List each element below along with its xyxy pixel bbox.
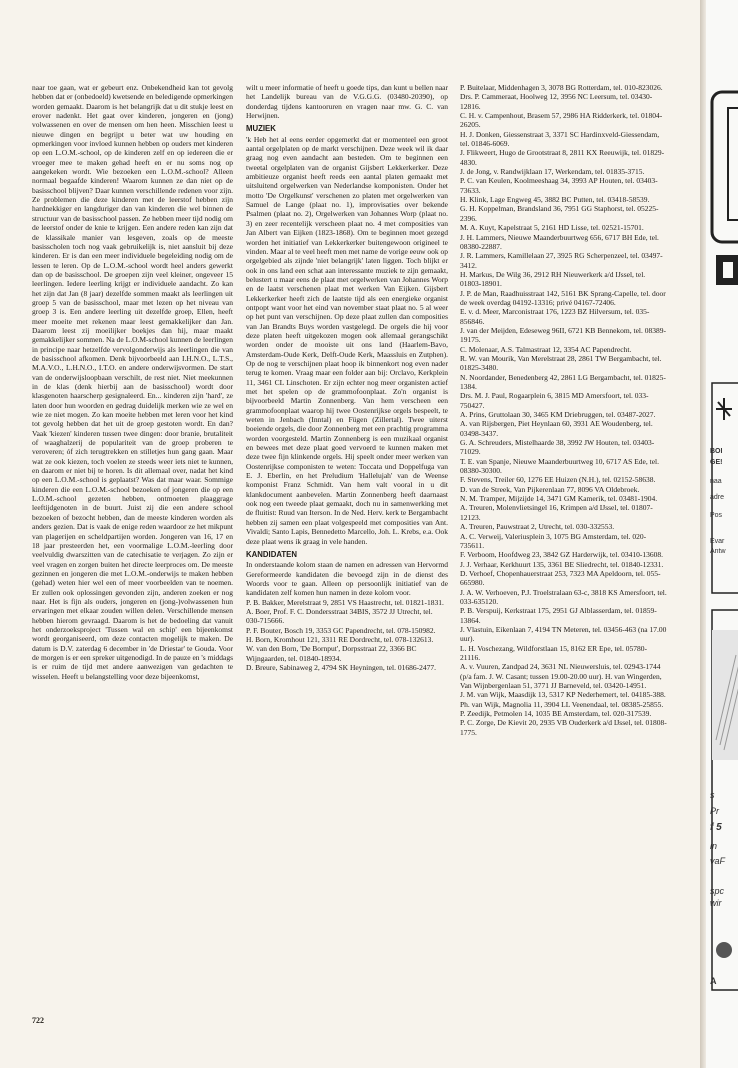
- ad-word: s: [710, 790, 715, 800]
- article-column-2: [246, 83, 448, 672]
- ad-word: GE!: [710, 459, 723, 466]
- candidate-entry: N. Noordander, Benedenberg 42, 2861 LG Bergambacht, tel. 01825-1384.: [460, 372, 666, 391]
- ad-logo-mid: [716, 255, 738, 285]
- candidate-entry: A. Treuren, Molenvlietsingel 16, Krimpen a/d IJssel, tel. 01807-12123.: [460, 503, 653, 522]
- article-intro: wilt u meer informatie of heeft u goede tips, dan kunt u bellen naar het Landelijk bureau van de V.G.G.G. (03480-20390), op donderdag tijdens kantooruren en vragen naar mw. G. C. van Herwijnen.: [246, 83, 448, 121]
- candidate-entry: H. Markus, De Wilg 36, 2912 RH Nieuwerkerk a/d IJssel, tel. 01803-18901.: [460, 269, 646, 289]
- candidate-entry: J. A. W. Verhoeven, P.J. Troelstralaan 63-c, 3818 KS Amersfoort, tel. 033-635120.: [460, 587, 667, 606]
- candidate-entry: J. R. Lammers, Kamillelaan 27, 3925 RG Scherpenzeel, tel. 03497-3412.: [460, 251, 663, 270]
- ad-word: A: [710, 976, 717, 986]
- ad-word: f 5: [710, 822, 722, 833]
- candidate-entry: F. Stevens, Treiler 60, 1276 EE Huizen (N.H.), tel. 02152-58638.: [460, 475, 656, 485]
- page-number: 722: [32, 1016, 44, 1025]
- ad-word: BOI: [710, 448, 723, 455]
- ad-word: Antw: [710, 548, 726, 555]
- section-heading-kandidaten: KANDIDATEN: [246, 549, 297, 559]
- candidate-entry: P. B. Bakker, Merelstraat 9, 2851 VS Haastrecht, tel. 01821-1831.: [246, 597, 444, 607]
- candidate-list: [246, 598, 448, 673]
- candidate-entry: J. J. Verhaar, Kerkhuurt 135, 3361 BE Sliedrecht, tel. 01840-12331.: [460, 559, 664, 569]
- adjacent-page-ads: [706, 0, 738, 1068]
- candidate-entry: P. Buitelaar, Middenhagen 3, 3078 BG Rotterdam, tel. 010-823026.: [460, 83, 663, 92]
- candidate-entry: N. M. Tramper, Mijzijde 14, 3471 GM Kamerik, tel. 03481-1904.: [460, 494, 658, 504]
- candidate-entry: A. C. Verweij, Valeriusplein 3, 1075 BG Amsterdam, tel. 020-735611.: [460, 531, 647, 550]
- candidate-entry: H. J. Donken, Giessenstraat 3, 3371 SC Hardinxveld-Giessendam, tel. 01846-6069.: [460, 129, 660, 149]
- candidate-column: [460, 83, 667, 737]
- ad-word: Pos: [710, 512, 723, 519]
- candidate-entry: F. Verboom, Hoofdweg 23, 3842 GZ Harderwijk, tel. 03410-13608.: [460, 550, 663, 560]
- candidate-entry: J. de Jong, v. Randwijklaan 17, Werkendam, tel. 01835-3715.: [460, 167, 645, 177]
- candidate-entry: W. van den Born, 'De Bornput', Dorpsstraat 22, 3366 BC Wijngaarden, tel. 01840-18934.: [246, 644, 417, 663]
- ad-word: Evar: [710, 538, 725, 545]
- candidate-entry: P. F. Bouter, Bosch 19, 3353 GC Papendrecht, tel. 078-150982.: [246, 625, 436, 635]
- ad-word: vaF: [710, 856, 726, 866]
- candidate-entry: J. M. van Wijk, Maasdijk 13, 5317 KP Nederhemert, tel. 04185-388.: [460, 690, 666, 700]
- candidate-entry: A. Prins, Gruttolaan 30, 3465 KM Driebruggen, tel. 03487-2027.: [460, 410, 656, 420]
- ad-word: in: [710, 841, 718, 851]
- ad-word: wir: [710, 898, 722, 908]
- candidate-entry: A. Treuren, Pauwstraat 2, Utrecht, tel. 030-332553.: [460, 522, 615, 532]
- candidate-entry: C. H. v. Campenhout, Brasem 57, 2986 HA Ridderkerk, tel. 01804-26205.: [460, 111, 663, 130]
- candidate-entry: A. Boer, Prof. F. C. Dondersstraat 34BIS, 3572 JJ Utrecht, tel. 030-715666.: [246, 606, 433, 626]
- candidate-entry: J. P. de Man, Raadhuisstraat 142, 5161 BK Sprang-Capelle, tel. door de week overdag 04192-13316; privé 04167-72406.: [460, 288, 666, 307]
- candidate-entry: J. H. Lammers, Nieuwe Maanderbuurtweg 656, 6717 BH Ede, tel. 08380-22887.: [460, 232, 659, 251]
- candidate-list: [460, 83, 667, 737]
- candidate-entry: J. Flikweert, Hugo de Grootstraat 8, 2811 KX Reeuwijk, tel. 01829-4830.: [460, 148, 665, 167]
- candidate-entry: J. van der Meijden, Edeseweg 96II, 6721 KB Bennekom, tel. 08389-19175.: [460, 325, 666, 345]
- candidate-entry: G. H. Koppelman, Brandsland 36, 7951 GG Staphorst, tel. 05225-2396.: [460, 204, 659, 223]
- candidate-entry: D. Verhoef, Chopenhauerstraat 253, 7323 MA Apeldoorn, tel. 055-665980.: [460, 568, 661, 588]
- candidate-entry: Drs. M. J. Paul, Rogaarplein 6, 3815 MD Amersfoort, tel. 033-750427.: [460, 391, 649, 410]
- candidate-entry: G. A. Schreuders, Mistelhaarde 38, 3992 JW Houten, tel. 03403-71029.: [460, 438, 655, 457]
- ad-word: naa: [710, 478, 722, 485]
- muziek-text: 'k Heb het al eens eerder opgemerkt dat er momenteel een groot aantal orgelplaten op de markt verschijnen. Deze week wil ik daar graag nog even aandacht aan besteden. Om te beginnen een tweetal orgelplaten van de organist Gijsbert Lekkerkerker. Deze ambitieuze organist heeft reeds een aantal platen gemaakt met uitsluitend orgelwerken van Nederlandse komponisten. Onder het motto 'De Orgelkunst' verschenen zo platen met orgelwerken van Samuel de Lange (plaat no. 1), improvisaties over bekende Psalmen (plaat no. 2), Orgelwerken van Johannes Worp (plaat no. 3) en zeer recentelijk verscheen plaat no. 4 met composities van Jan Albert van Eijken (1823-1868). Om te beginnen moet gezegd worden het initiatief van Lekkerkerker buitengewoon origineel te vinden. Maar al te veel heeft men met name de vorige eeuw ook op orgelgebied als zijnde 'niet belangrijk' laten liggen. Toch blijkt er ook in ons land een schat aan interessante muziek te zijn gemaakt, belustert u maar eens de plaat met orgelwerken van Johannes Worp en de laatst verschenen plaat met werken Van Eijken. Gijsbert Lekkerkerker heeft zich de laatste tijd als een energieke organist ontpopt want voor het eind van november staat plaat no. 5 al weer op het punt van verschijnen. Op deze plaat zullen dan composities van Jan Brandts Buys worden vastgelegd. De orgels die hij voor deze platen heeft uitgekozen mogen ook allemaal gerangschikt worden onder de mooiste uit ons land (Haarlem-Bavo, Amsterdam-Oude Kerk, Delft-Oude Kerk, Maassluis en Zutphen). Op de nog te verschijnen plaat hoop ik binnenkort nog even nader terug te komen. Vraag maar een folder aan bij: Orclavo, Kerkplein 11, 3461 CL Linschoten. Er zijn echter nog meer organisten actief met het spelen op de grammofoonplaat. Zo'n organist is bijvoorbeeld Martin Zonnenberg. Van hem verscheen een grammofoonplaat waarop hij twee Oostenrijkse orgels bespeelt, te weten in Jenbach (Inntal) en Fügen (Zillertal). Twee uiterst boeiende orgels, die door Zonnenberg met een prachtig programma worden voorgesteld. Martin Zonnenberg is een muzikaal organist en bewees met deze plaat goed vervoerd te kunnen maken met deze twee fijn klinkende orgels. Hij speelt onder meer werken van Oostenrijkse componisten te weten: Toccata und Doppelfuga van E. J. Eberlin, en het Preludium 'Hallelujah' van de Weense komponist Franz Schmidt. Van hem valt vooral in u dit klankdocument aanbevelen. Martin Zonnenberg heeft daarnaast ook nog een tweede plaat gemaakt, doch nu in samenwerking met de fluitist: Ruud van Iterson. In de Ned. Herv. kerk te Bergambacht hebben zij samen een plaat volgespeeld met composities van Ant. Vivaldi; Santo Lapis, Bennedetto Marcello, Joh. L. Krebs, e.a. Ook deze plaat wens ik graag in vele handen.: [246, 134, 449, 546]
- candidate-entry: A. v. Vuuren, Zandpad 24, 3631 NL Nieuwersluis, tel. 02943-1744 (p/a fam. J. W. Casant; tussen 19.00-20.00 uur). H. van Wingerden, Van Wijnbergenlaan 51, 3771 JJ Barneveld, tel. 03420-14951.: [460, 662, 662, 690]
- article-text: naar toe gaan, wat er gebeurt enz. Onbekendheid kan tot gevolg hebben dat er (onbedoeld) kwetsende en beledigende opmerkingen worden gemaakt. Daarom is het belangrijk dat u dit stukje leest en erover nadenkt. Het gaat over kinderen, jongeren en (jong) volwassenen en over de mensen om hen heen. Misschien leest u nieuwe dingen en begrijpt u beter wat uw houding en opmerkingen voor invloed kunnen hebben op ouders met kinderen op een L.O.M.-school, op de kinderen zelf en op iedereen die er vroeger mee te maken gehad heeft en er nu soms nog op aangekeken wordt. Wie bezoeken een L.O.M.-school? Alleen normaal begaafde kinderen! Waarom kunnen ze dan niet op de basisschool blijven? Daar kunnen verschillende redenen voor zijn. Ze problemen die deze kinderen met de leerstof hebben zijn hardnekkiger en langduriger dan van kinderen die wel binnen de structuur van de basisschool passen. Ze hebben meer tijd nodig om de leerstof onder de knie te krijgen. Een andere reden kan zijn dat de klassikale manier van lesgeven, zoals op de meeste basisscholen toch nog vaak gebruikelijk is, niet aansluit bij deze kinderen. Er is dan een meer individuele begeleiding nodig om de lessen te leren. Op de L.O.M.-school wordt heel anders gewerkt dan op de basisschool. De groepen zijn veel kleiner, ongeveer 15 leerlingen. Iedere leerling krijgt er individuele aandacht. Zo kan het zijn dat Jan (8 jaar) dezelfde sommen maakt als leerlingen uit groep 5 van de basisschool, maar met lezen op het niveau van groep 3 is. Een andere leerling uit dezelfde groep, Ellen, heeft meer moeite met rekenen maar leest gemakkelijker dan Jan. Daarom leest zij moeilijker boekjes dan hij, maar maakt gemakkelijker sommen. Na de L.O.M-school kunnen de leerlingen in principe naar hetzelfde vervolgonderwijs als leerlingen die van de basisschool afkomen. Denk bijvoorbeeld aan I.H.N.O., L.T.S., M.A.V.O., L.H.N.O., I.T.O. en andere onderwijsvormen. De start van de onderwijsloopbaan verschilt, de rest niet. Niet meekunnen in de klas (denk hierbij aan de basisschool) wordt door klasgenoten haarscherp gesignaleerd. En... kinderen zijn 'hard', ze laten door hun woorden en gedrag duidelijk merken wie ze wel en wie ze niet mogen. Zo kan moeite hebben met leren voor het kind tot gevolg hebben dat het uit de groep gestoten wordt. En dan? Vaak 'kiezen' kinderen tussen twee dingen: door branie, brutaliteit of waaghalzerij de populariteit van de groep proberen te veroveren; óf zich terugtrekken en stilletjes hun gang gaan. Maar wat ze ook kiezen, toch voelen ze steeds weer iets niet te kunnen, en daarom er niet bij te horen. Is dit allemaal over, nadat het kind op een L.O.M.-school is geplaatst? Was dat maar waar. Sommige kinderen die een L.O.M.-school bezoeken of jongeren die op een L.O.M.-school gezeten hebben, ontmoeten plaaggrage leeftijdgenoten in de buurt. Juist zij die een andere school bezoeken of bezocht hebben, dan de meeste kinderen worden als anders gezien. Dat is vaak de enige reden waardoor ze het mikpunt van plagerijen en scheldpartijen worden. Jongeren van 16, 17 en 18 jaar presteerden het, een voormalige L.O.M.-leerling door veelvuldig dwarszitten van de catechisatie te verjagen. Zo zijn er veel vragen en zorgen buiten het directe leerproces om. De meeste gezinnen en jongeren die met L.O.M.-onderwijs te maken hebben (gehad) weten hier wel een of meer voorbeelden van te noemen. Er zullen ook oplossingen gevonden zijn, anderen zoeken er nog naar. Het is fijn als ouders, jongeren en (jong-)volwassenen hun ervaringen met elkaar zouden willen delen. Verschillende mensen hebben hierom gevraagd. Daarom is het de bedoeling dat vanuit het onderzoeksproject 'Tussen wal en schip' een bijeenkomst wordt georganiseerd, om deze contacten mogelijk te maken. De datum is D.V. zaterdag 6 december in 'de Driestar' te Gouda. Voor de morgen is er een spreker uitgenodigd. In de pauze en 's middags is er ruim de tijd met andere aanwezigen van gedachten te wisselen. Heeft u belangstelling voor deze bijeenkomst,: [32, 83, 233, 681]
- candidate-entry: C. Molenaar, A.S. Talmastraat 12, 3354 AC Papendrecht.: [460, 344, 632, 354]
- ad-word: Pr: [710, 806, 719, 816]
- candidate-entry: D. Breure, Sabinaweg 2, 4794 SK Heyningen, tel. 01686-2477.: [246, 662, 436, 672]
- candidate-entry: R. W. van Mourik, Van Merelstraat 28, 2861 TW Bergambacht, tel. 01825-3480.: [460, 353, 662, 373]
- candidate-entry: H. Klink, Lage Engweg 45, 3882 BC Putten, tel. 03418-58539.: [460, 195, 650, 205]
- ad-word: spc: [710, 886, 725, 896]
- candidate-entry: T. E. van Spanje, Nieuwe Maanderbuurtweg 10, 6717 AS Ede, tel. 08380-30300.: [460, 456, 659, 476]
- candidate-entry: M. A. Kuyt, Kapelstraat 5, 2161 HD Lisse, tel. 02521-15701.: [460, 223, 644, 233]
- candidate-entry: A. van Rijsbergen, Piet Heynlaan 60, 3931 AE Woudenberg, tel. 03498-3437.: [460, 419, 653, 438]
- candidate-entry: E. v. d. Meer, Marconistraat 176, 1223 BZ Hilversum, tel. 035-856846.: [460, 307, 650, 326]
- candidate-entry: Ph. van Wijk, Magnolia 11, 3904 LL Veenendaal, tel. 08385-25855.: [460, 699, 664, 709]
- candidate-entry: P. Zeedijk, Petmolen 14, 1035 BE Amsterdam, tel. 020-317539.: [460, 709, 652, 719]
- candidate-entry: P. B. Verspuij, Kerkstraat 175, 2951 GJ Alblasserdam, tel. 01859-13864.: [460, 606, 657, 625]
- ad-box-middle: [712, 383, 738, 593]
- candidate-entry: J. Vlastuin, Eikenlaan 7, 4194 TN Meteren, tel. 03456-463 (na 17.00 uur).: [460, 624, 667, 644]
- article-column-1: [32, 83, 233, 681]
- candidate-entry: H. Born, Kromhout 121, 3311 RE Dordrecht, tel. 078-132613.: [246, 634, 434, 644]
- candidate-entry: Drs. P. Cammeraat, Hoolweg 12, 3956 NC Leersum, tel. 03430-12816.: [460, 92, 653, 111]
- candidate-entry: D. van de Streek, Van Pijkerenlaan 77, 8096 VA Oldebroek.: [460, 484, 640, 494]
- ad-box-top: [712, 92, 738, 242]
- kandidaten-intro: In onderstaande kolom staan de namen en adressen van Hervormd Gereformeerde kandidaten die bevoegd zijn in de dienst des Woords voor te gaan. Alleen op persoonlijk initiatief van de kandidaten zelf komen hun namen in deze kolom voor.: [246, 560, 448, 598]
- section-heading-muziek: MUZIEK: [246, 124, 276, 134]
- candidate-entry: P. C. van Keulen, Koolmeeshaag 34, 3993 AP Houten, tel. 03403-73633.: [460, 176, 658, 195]
- ad-word: adre: [710, 494, 725, 501]
- candidate-entry: L. H. Voschezang, Wildforstlaan 15, 8162 ER Epe, tel. 05780-21116.: [460, 643, 647, 662]
- ad-box-lower: [712, 610, 738, 990]
- candidate-entry: P. C. Zorge, De Kievit 20, 2935 VB Ouderkerk a/d IJssel, tel. 01808-1775.: [460, 718, 667, 737]
